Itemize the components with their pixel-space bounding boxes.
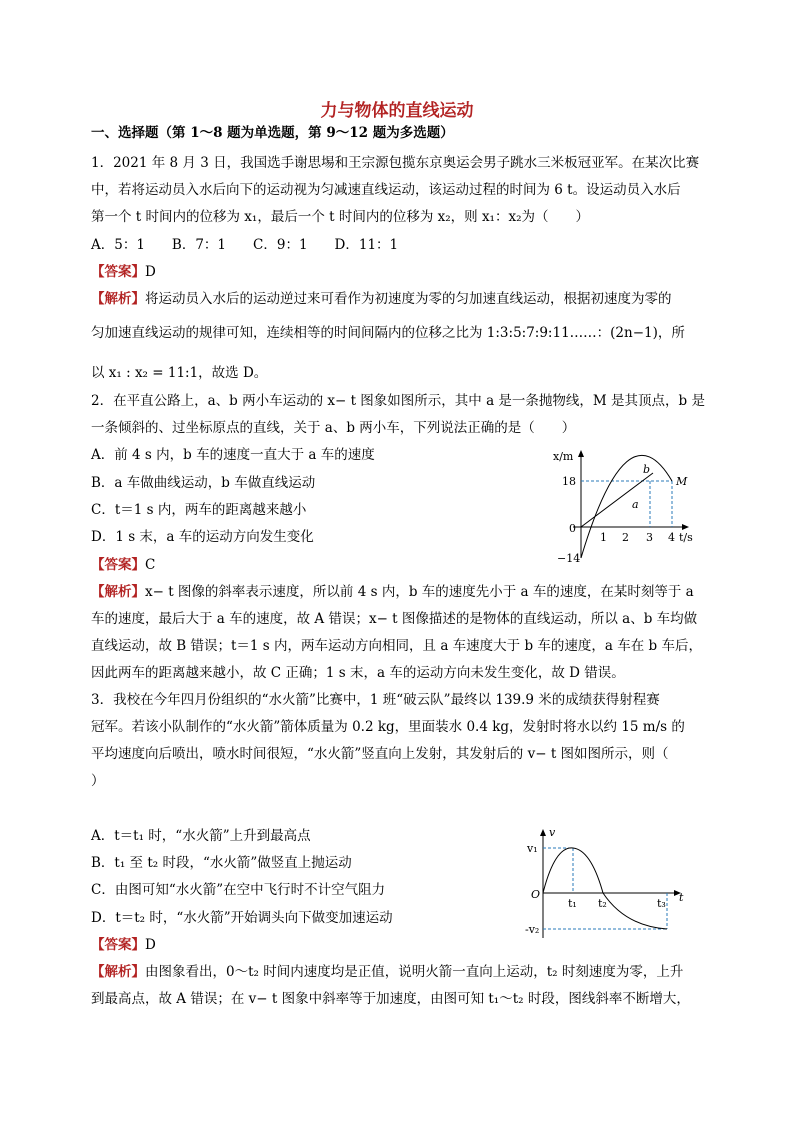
tick-label: 3 [646,531,653,544]
q2-analysis-line: 因此两车的距离越来越小，故 C 正确；1 s 末，a 车的运动方向未发生变化，故 D 错误。 [91,665,625,681]
q2-answer [91,556,155,574]
q3-option-d: D．t＝t₂ 时，“水火箭”开始调头向下做变加速运动 [91,910,393,926]
q2-option-d: D．1 s 末，a 车的运动方向发生变化 [91,529,314,545]
answer-value: D [145,937,156,953]
q1-line: 1．2021 年 8 月 3 日，我国选手谢思埸和王宗源包揽东京奥运会男子跳水三米板冠亚军。在某次比赛 [91,155,700,171]
q3-option-b: B．t₁ 至 t₂ 时段，“水火箭”做竖直上抛运动 [91,855,352,871]
y-axis-arrow [540,829,546,836]
y-axis-label: v [549,826,556,839]
answer-value: C [145,557,156,573]
answer-label: 【答案】 [91,557,145,573]
t-axis-label: t [679,891,684,904]
answer-label: 【答案】 [91,937,145,953]
q1-options: A．5：1 B．7：1 C．9：1 D．11：1 [91,237,399,253]
t3-label: t₃ [657,897,666,910]
answer-value: D [145,264,156,280]
curve-label-m: M [676,475,688,488]
tick-label: −14 [557,552,581,565]
y-axis-label: x/m [553,450,574,463]
q2-analysis [91,583,694,601]
q2-line: 一条倾斜的、过坐标原点的直线，关于 a、b 两小车，下列说法正确的是（ ） [91,420,576,436]
q3-answer [91,936,156,954]
analysis-label: 【解析】 [91,584,145,600]
tick-label: 0 [569,522,576,535]
x-axis-label: t/s [679,531,693,544]
analysis-text: 由图象看出，0～t₂ 时间内速度均是正值，说明火箭一直向上运动，t₂ 时刻速度为零，上升 [145,964,684,980]
page-title: 力与物体的直线运动 [320,101,474,121]
y-axis-arrow [578,450,584,457]
q2-option-a: A．前 4 s 内，b 车的速度一直大于 a 车的速度 [91,447,375,463]
analysis-label: 【解析】 [91,964,145,980]
q2-option-c: C．t＝1 s 内，两车的距离越来越小 [91,502,307,518]
q2-analysis-line: 直线运动，故 B 错误；t＝1 s 内，两车运动方向相同，且 a 车速度大于 b 车的速度，a 车在 b 车后， [91,638,702,654]
q3-option-c: C．由图可知“水火箭”在空中飞行时不计空气阻力 [91,882,386,898]
v2-label: -v₂ [525,923,540,936]
origin-label: O [531,888,541,901]
q3-option-a: A．t＝t₁ 时，“水火箭”上升到最高点 [91,828,311,844]
answer-label: 【答案】 [91,264,145,280]
q2-option-b: B．a 车做曲线运动，b 车做直线运动 [91,475,316,491]
q2-line: 2．在平直公路上，a、b 两小车运动的 x− t 图象如图所示，其中 a 是一条抛物线，M 是其顶点，b 是 [91,393,705,409]
tick-label: 2 [622,531,629,544]
curve-label-b: b [643,463,651,476]
tick-label: 4 [668,531,675,544]
xt-graph-figure [545,448,695,570]
q1-analysis-line: 匀加速直线运动的规律可知，连续相等的时间间隔内的位移之比为 1:3:5:7:9:11……：(2n−1)，所 [91,325,685,341]
tick-label: 1 [600,531,607,544]
q2-analysis-line: 车的速度，最后大于 a 车的速度，故 A 错误；x− t 图像描述的是物体的直线运动，所以 a、b 车均做 [91,611,698,627]
q1-line: 第一个 t 时间内的位移为 x₁，最后一个 t 时间内的位移为 x₂，则 x₁：x₂为（ ） [91,209,589,225]
v1-label: v₁ [527,842,538,855]
vt-curve [543,848,667,929]
q1-answer [91,263,156,281]
q3-line: ） [91,773,105,789]
q3-line: 3．我校在今年四月份组织的“水火箭”比赛中，1 班“破云队”最终以 139.9 米的成绩获得射程赛 [91,692,660,708]
tick-label: 18 [562,475,576,488]
curve-label-a: a [632,498,639,511]
x-axis-arrow [682,524,689,530]
q1-analysis [91,290,672,308]
q3-line: 平均速度向后喷出，喷水时间很短，“水火箭”竖直向上发射，其发射后的 v− t 图如图所示，则（ [91,746,669,762]
q3-analysis-line: 到最高点，故 A 错误；在 v− t 图象中斜率等于加速度，由图可知 t₁～t₂ 时段，图线斜率不断增大， [91,991,690,1007]
analysis-label: 【解析】 [91,291,145,307]
vt-graph-figure [525,826,695,942]
q3-analysis [91,963,683,981]
analysis-text: 将运动员入水后的运动逆过来可看作为初速度为零的匀加速直线运动，根据初速度为零的 [145,291,672,307]
t2-label: t₂ [598,897,607,910]
section-heading: 一、选择题（第 1～8 题为单选题，第 9～12 题为多选题） [91,125,454,141]
q1-analysis-line: 以 x₁ : x₂ = 11:1，故选 D。 [91,365,268,381]
t1-label: t₁ [568,897,577,910]
q1-line: 中，若将运动员入水后向下的运动视为匀减速直线运动，该运动过程的时间为 6 t。设运动员入水后 [91,182,681,198]
q3-line: 冠军。若该小队制作的“水火箭”箭体质量为 0.2 kg，里面装水 0.4 kg，发射时将水以约 15 m/s 的 [91,719,685,735]
analysis-text: x− t 图像的斜率表示速度，所以前 4 s 内，b 车的速度先小于 a 车的速度，在某时刻等于 a [145,584,694,600]
